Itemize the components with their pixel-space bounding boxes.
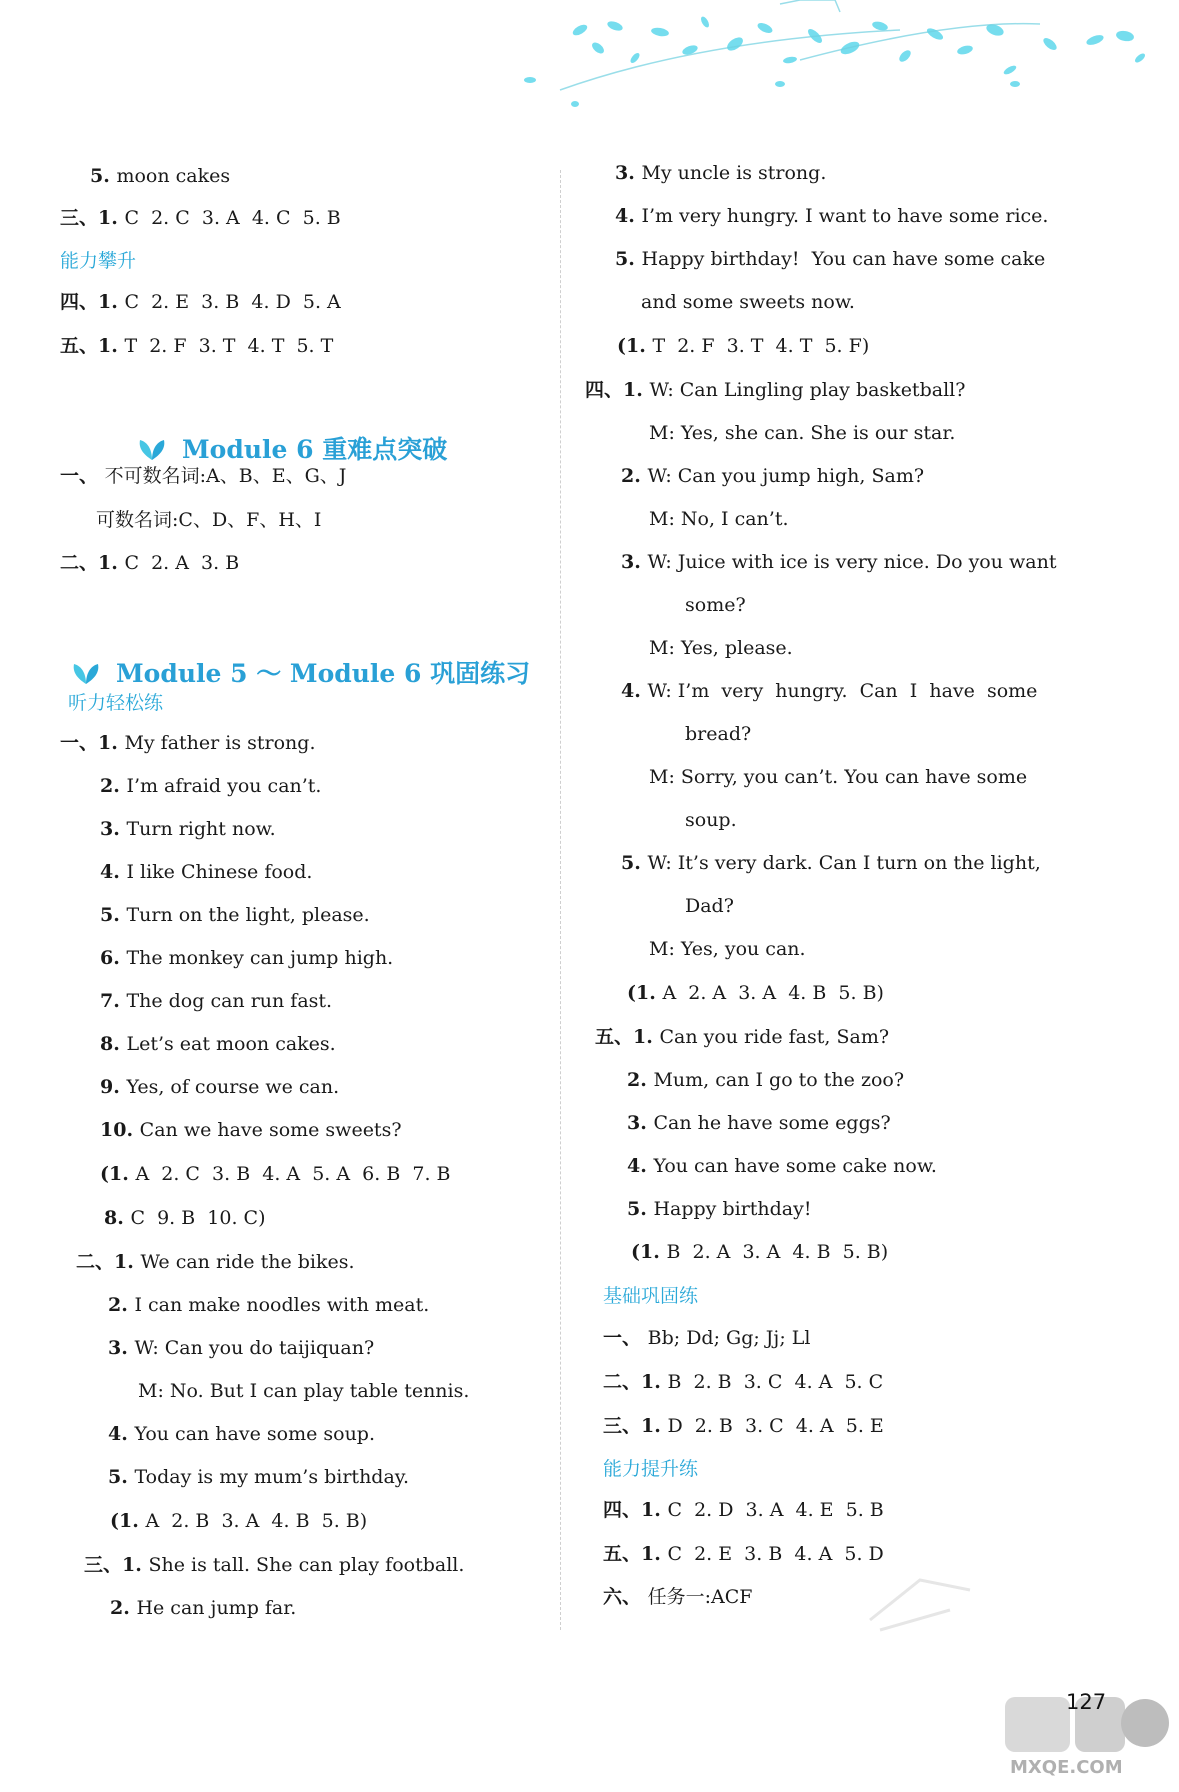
answer-line [100, 1162, 451, 1186]
item-number: 五、1. [603, 1543, 668, 1565]
leaf-icon [70, 660, 102, 686]
answer-line [585, 378, 965, 402]
answer-text: You can have some cake now. [653, 1155, 937, 1177]
subsection-label: 听力轻松练 [68, 692, 164, 714]
item-number: 5. [108, 1466, 135, 1488]
answer-text: some? [685, 594, 746, 616]
item-number: 五、1. [60, 335, 125, 357]
answer-line [627, 1197, 812, 1221]
item-number: 4. [108, 1423, 135, 1445]
page-number: 127 [1066, 1690, 1107, 1714]
answer-line [631, 1240, 888, 1264]
answer-line [603, 1585, 752, 1609]
item-number: 一、 [60, 465, 105, 487]
answer-text: W: It’s very dark. Can I turn on the light, [647, 852, 1041, 874]
item-number: 2. [108, 1294, 135, 1316]
answer-line [100, 989, 332, 1013]
answer-text: Can we have some sweets? [139, 1119, 402, 1141]
answer-text: I can make noodles with meat. [134, 1294, 430, 1316]
answer-line [621, 851, 1041, 875]
answer-line [84, 1553, 464, 1577]
answer-line [627, 981, 884, 1005]
answer-line [603, 1414, 884, 1438]
answer-line [627, 1068, 904, 1092]
answer-line [100, 774, 321, 798]
answer-line [685, 894, 734, 918]
item-number: 2. [621, 465, 648, 487]
answer-line [615, 204, 1048, 228]
answer-text: A 2. B 3. A 4. B 5. B) [145, 1510, 368, 1532]
column-divider [560, 170, 561, 1630]
answer-text: The monkey can jump high. [126, 947, 394, 969]
answer-line [90, 164, 230, 188]
answer-text: D 2. B 3. C 4. A 5. E [667, 1415, 884, 1437]
leaf-border-decoration [0, 0, 1179, 120]
answer-text: He can jump far. [136, 1597, 297, 1619]
item-number: 三、1. [84, 1554, 149, 1576]
answer-line [649, 937, 806, 961]
answer-text: 不可数名词:A、B、E、G、J [104, 465, 347, 487]
answer-text: M: Sorry, you can’t. You can have some [649, 766, 1028, 788]
section-heading-module-6 [136, 430, 447, 466]
answer-line [621, 464, 924, 488]
answer-text: You can have some soup. [134, 1423, 376, 1445]
subsection-label: 基础巩固练 [603, 1285, 699, 1307]
item-number: 10. [100, 1119, 140, 1141]
answer-line [603, 1370, 883, 1394]
answer-text: M: Yes, you can. [649, 938, 806, 960]
item-number: (1. [100, 1163, 136, 1185]
answer-text: She is tall. She can play football. [148, 1554, 465, 1576]
answer-line [595, 1025, 889, 1049]
answer-text: M: Yes, please. [649, 637, 793, 659]
answer-text: and some sweets now. [641, 291, 855, 313]
answer-line [649, 421, 955, 445]
answer-text: The dog can run fast. [126, 990, 333, 1012]
answer-text: 任务一:ACF [647, 1586, 753, 1608]
item-number: 3. [621, 551, 648, 573]
heading-text: Module 5 ～ Module 6 巩固练习 [116, 659, 531, 688]
answer-text: Turn right now. [126, 818, 276, 840]
answer-line [110, 1596, 296, 1620]
item-number: 四、1. [603, 1499, 668, 1521]
answer-text: Yes, of course we can. [126, 1076, 340, 1098]
answer-text: Happy birthday! [653, 1198, 812, 1220]
answer-line [685, 722, 751, 746]
answer-line [615, 161, 826, 185]
item-number: 7. [100, 990, 127, 1012]
answer-text: C 2. E 3. B 4. A 5. D [667, 1543, 884, 1565]
answer-text: moon cakes [116, 165, 231, 187]
answer-line [100, 1118, 402, 1142]
answer-line [649, 507, 789, 531]
answer-text: W: I’m very hungry. Can I have some [647, 680, 1038, 702]
item-number: 四、1. [585, 379, 650, 401]
item-number: 2. [110, 1597, 137, 1619]
answer-text: bread? [685, 723, 752, 745]
answer-line [603, 1542, 884, 1566]
answer-line [60, 731, 316, 755]
item-number: (1. [631, 1241, 667, 1263]
answer-line [627, 1154, 937, 1178]
answer-text: Dad? [685, 895, 734, 917]
item-number: 四、1. [60, 291, 125, 313]
answer-line [100, 1032, 336, 1056]
answer-line [621, 679, 1037, 703]
item-number: 二、1. [603, 1371, 668, 1393]
answer-line [60, 206, 341, 230]
answer-line [603, 1326, 810, 1350]
answer-line [76, 1250, 355, 1274]
item-number: 三、1. [603, 1415, 668, 1437]
answer-line [110, 1509, 367, 1533]
answer-text: W: Can you jump high, Sam? [647, 465, 925, 487]
answer-line [685, 808, 737, 832]
item-number: 5. [621, 852, 648, 874]
answer-text: My father is strong. [124, 732, 316, 754]
answer-text: T 2. F 3. T 4. T 5. T [124, 335, 334, 357]
answer-line [96, 508, 321, 532]
answer-text: M: Yes, she can. She is our star. [649, 422, 956, 444]
item-number: 2. [627, 1069, 654, 1091]
answer-line [100, 946, 393, 970]
answer-text: M: No. But I can play table tennis. [138, 1380, 470, 1402]
answer-line [60, 334, 333, 358]
item-number: 二、1. [60, 552, 125, 574]
answer-text: I’m very hungry. I want to have some rice. [641, 205, 1049, 227]
item-number: 五、1. [595, 1026, 660, 1048]
answer-line [138, 1379, 469, 1403]
item-number: 4. [627, 1155, 654, 1177]
answer-line [685, 593, 746, 617]
subsection-label: 能力提升练 [603, 1458, 699, 1480]
answer-text: W: Can Lingling play basketball? [649, 379, 966, 401]
answer-line [641, 290, 855, 314]
answer-line [108, 1293, 429, 1317]
item-number: 3. [108, 1337, 135, 1359]
svg-text:MXQE.COM: MXQE.COM [1010, 1757, 1123, 1778]
item-number: 六、 [603, 1586, 648, 1608]
item-number: 8. [100, 1033, 127, 1055]
item-number: 3. [627, 1112, 654, 1134]
item-number: 9. [100, 1076, 127, 1098]
answer-line [60, 464, 346, 488]
item-number: 4. [621, 680, 648, 702]
leaf-icon [136, 436, 168, 462]
answer-text: Happy birthday! You can have some cake [641, 248, 1046, 270]
answer-text: C 2. A 3. B [124, 552, 240, 574]
answer-text: C 2. C 3. A 4. C 5. B [124, 207, 341, 229]
answer-line [104, 1206, 266, 1230]
answer-text: 可数名词:C、D、F、H、I [96, 509, 322, 531]
item-number: 4. [615, 205, 642, 227]
item-number: 6. [100, 947, 127, 969]
item-number: 2. [100, 775, 127, 797]
answer-line [615, 247, 1045, 271]
item-number: 5. [90, 165, 117, 187]
item-number: 8. [104, 1207, 131, 1229]
answer-text: Mum, can I go to the zoo? [653, 1069, 905, 1091]
answer-line [100, 817, 276, 841]
item-number: (1. [627, 982, 663, 1004]
item-number: 3. [615, 162, 642, 184]
answer-text: We can ride the bikes. [140, 1251, 355, 1273]
answer-line [649, 765, 1027, 789]
answer-text: W: Can you do taijiquan? [134, 1337, 375, 1359]
answer-text: Bb; Dd; Gg; Jj; Ll [647, 1327, 811, 1349]
answer-text: A 2. C 3. B 4. A 5. A 6. B 7. B [135, 1163, 451, 1185]
answer-line [60, 290, 341, 314]
answer-text: M: No, I can’t. [649, 508, 789, 530]
item-number: (1. [110, 1510, 146, 1532]
answer-line [100, 903, 370, 927]
answer-text: B 2. B 3. C 4. A 5. C [667, 1371, 884, 1393]
faint-stamp [860, 1560, 980, 1640]
item-number: 5. [627, 1198, 654, 1220]
answer-text: C 2. E 3. B 4. D 5. A [124, 291, 341, 313]
answer-text: C 9. B 10. C) [130, 1207, 266, 1229]
item-number: 4. [100, 861, 127, 883]
item-number: 5. [100, 904, 127, 926]
answer-text: A 2. A 3. A 4. B 5. B) [662, 982, 884, 1004]
answer-line [108, 1422, 375, 1446]
answer-line [108, 1336, 374, 1360]
item-number: 一、 [603, 1327, 648, 1349]
answer-text: Today is my mum’s birthday. [134, 1466, 410, 1488]
answer-text: T 2. F 3. T 4. T 5. F) [652, 335, 870, 357]
section-heading-module-5-6 [70, 654, 530, 690]
answer-text: C 2. D 3. A 4. E 5. B [667, 1499, 884, 1521]
answer-text: B 2. A 3. A 4. B 5. B) [666, 1241, 889, 1263]
answer-line [60, 551, 239, 575]
answer-line [617, 334, 869, 358]
item-number: 三、1. [60, 207, 125, 229]
item-number: 二、1. [76, 1251, 141, 1273]
answer-text: Can you ride fast, Sam? [659, 1026, 890, 1048]
answer-text: I’m afraid you can’t. [126, 775, 322, 797]
item-number: (1. [617, 335, 653, 357]
answer-line [603, 1498, 884, 1522]
answer-line [108, 1465, 409, 1489]
answer-text: Turn on the light, please. [126, 904, 370, 926]
answer-text: Can he have some eggs? [653, 1112, 891, 1134]
answer-line [100, 1075, 339, 1099]
answer-text: My uncle is strong. [641, 162, 827, 184]
answer-text: I like Chinese food. [126, 861, 313, 883]
answer-line [649, 636, 793, 660]
answer-text: W: Juice with ice is very nice. Do you want [647, 551, 1057, 573]
answer-line [627, 1111, 891, 1135]
heading-text: Module 6 重难点突破 [182, 435, 448, 464]
item-number: 一、1. [60, 732, 125, 754]
answer-line [621, 550, 1056, 574]
item-number: 3. [100, 818, 127, 840]
subsection-label: 能力攀升 [60, 250, 137, 272]
answer-line [100, 860, 312, 884]
item-number: 5. [615, 248, 642, 270]
answer-text: soup. [685, 809, 737, 831]
answer-text: Let’s eat moon cakes. [126, 1033, 336, 1055]
